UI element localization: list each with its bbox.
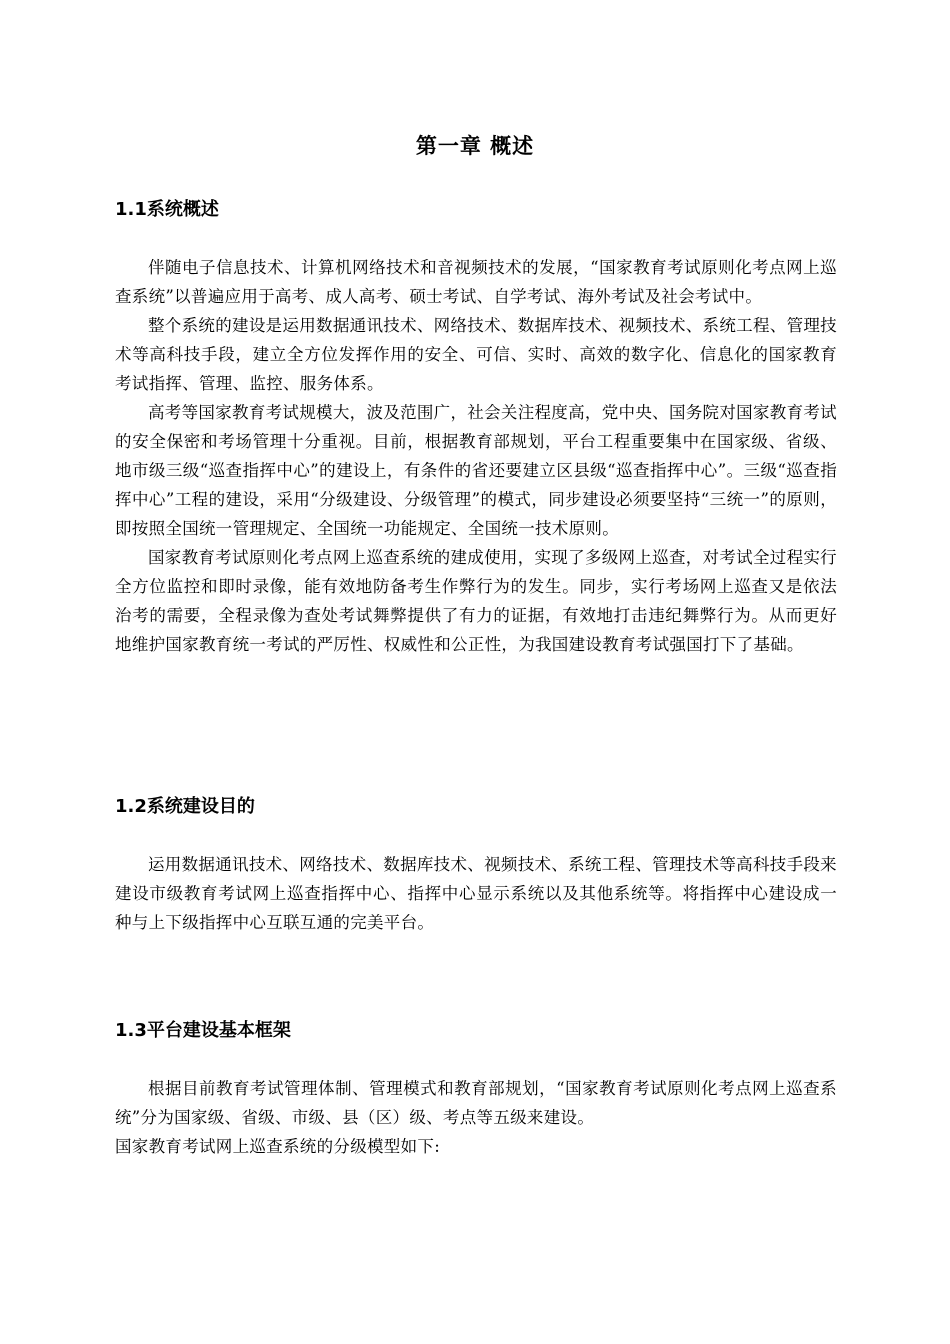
section-heading-1-1: 1.1系统概述 xyxy=(115,199,219,220)
paragraph: 伴随电子信息技术、计算机网络技术和音视频技术的发展，“国家教育考试原则化考点网上巡查系统”以普遍应用于高考、成人高考、硕士考试、自学考试、海外考试及社会考试中。 xyxy=(115,258,837,306)
paragraph: 国家教育考试网上巡查系统的分级模型如下: xyxy=(115,1137,441,1156)
paragraph: 高考等国家教育考试规模大，波及范围广，社会关注程度高，党中央、国务院对国家教育考试的安全保密和考场管理十分重视。目前，根据教育部规划，平台工程重要集中在国家级、省级、地市级三级“巡查指挥中心”的建设上，有条件的省还要建立区县级“巡查指挥中心”。三级“巡查指挥中心”工程的建设，采用“分级建设、分级管理”的模式，同步建设必须要坚持“三统一”的原则，即按照全国统一管理规定、全国统一功能规定、全国统一技术原则。 xyxy=(115,403,837,538)
section-heading-1-2: 1.2系统建设目的 xyxy=(115,796,255,817)
paragraph: 整个系统的建设是运用数据通讯技术、网络技术、数据库技术、视频技术、系统工程、管理技术等高科技手段，建立全方位发挥作用的安全、可信、实时、高效的数字化、信息化的国家教育考试指挥、管理、监控、服务体系。 xyxy=(115,316,837,393)
section-body-1-3 xyxy=(115,1074,837,1161)
paragraph: 国家教育考试原则化考点网上巡查系统的建成使用，实现了多级网上巡查，对考试全过程实行全方位监控和即时录像，能有效地防备考生作弊行为的发生。同步，实行考场网上巡查又是依法治考的需要，全程录像为查处考试舞弊提供了有力的证据，有效地打击违纪舞弊行为。从而更好地维护国家教育统一考试的严厉性、权威性和公正性，为我国建设教育考试强国打下了基础。 xyxy=(115,548,837,654)
section-heading-1-3: 1.3平台建设基本框架 xyxy=(115,1020,291,1041)
section-body-1-2 xyxy=(115,850,837,937)
paragraph: 根据目前教育考试管理体制、管理模式和教育部规划，“国家教育考试原则化考点网上巡查系统”分为国家级、省级、市级、县（区）级、考点等五级来建设。 xyxy=(115,1079,837,1127)
chapter-title: 第一章 概述 xyxy=(415,134,535,158)
section-body-1-1 xyxy=(115,253,837,659)
paragraph: 运用数据通讯技术、网络技术、数据库技术、视频技术、系统工程、管理技术等高科技手段来建设市级教育考试网上巡查指挥中心、指挥中心显示系统以及其他系统等。将指挥中心建设成一种与上下级指挥中心互联互通的完美平台。 xyxy=(115,855,837,932)
